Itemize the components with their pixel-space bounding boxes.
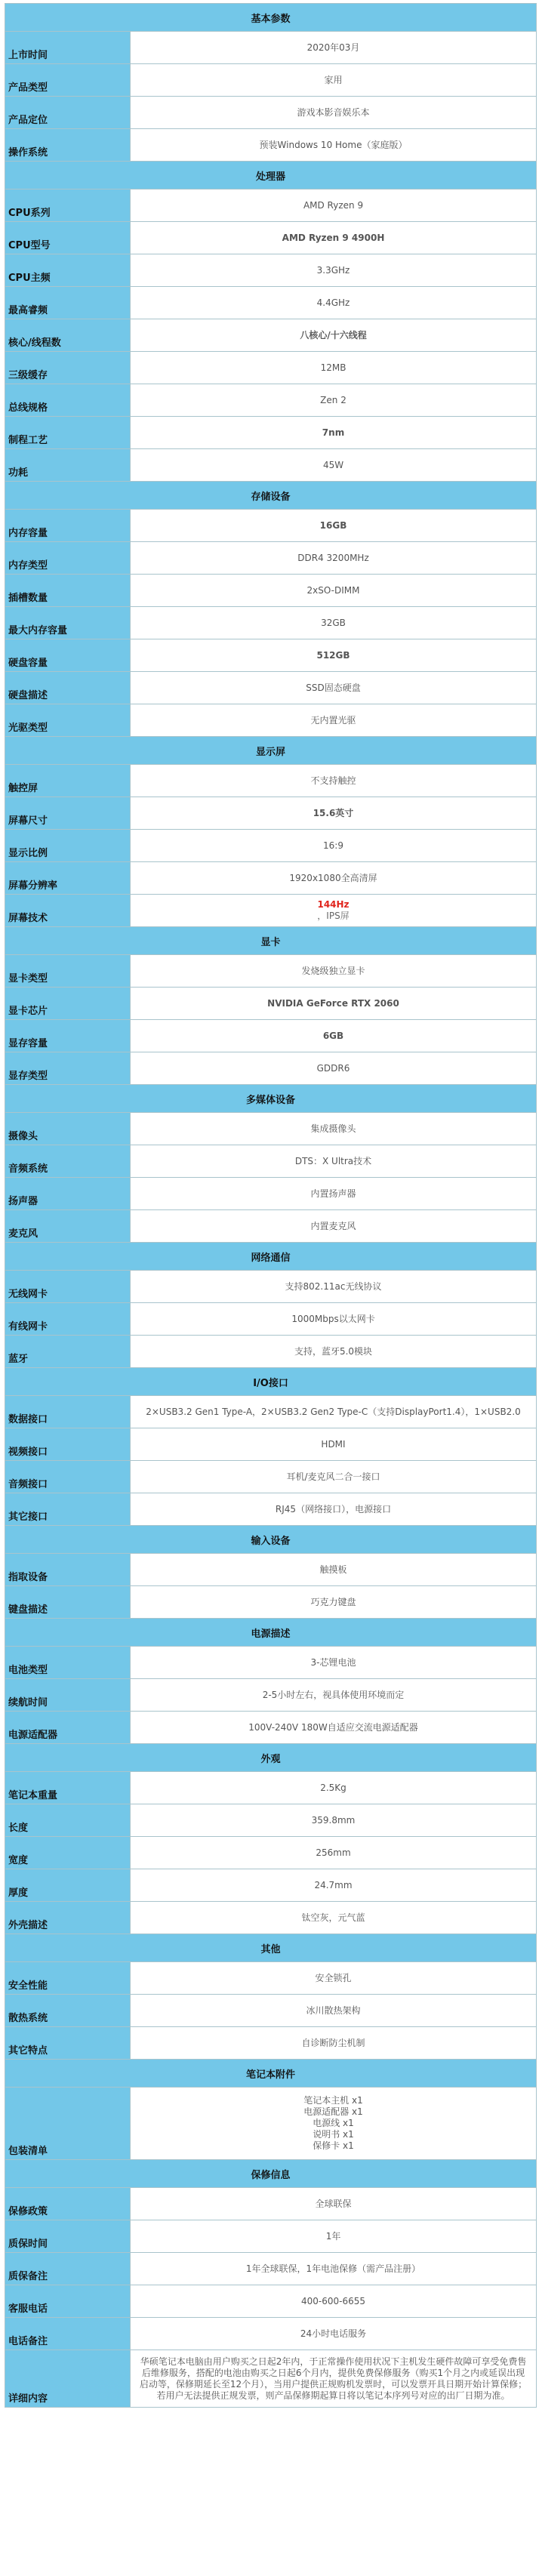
spec-label: 数据接口 xyxy=(5,1396,131,1428)
spec-label: 保修政策 xyxy=(5,2188,131,2220)
spec-label: 屏幕技术 xyxy=(5,895,131,927)
spec-label: 三级缓存 xyxy=(5,352,131,384)
spec-row xyxy=(5,862,537,895)
section-header xyxy=(5,737,537,765)
spec-label: 显卡芯片 xyxy=(5,988,131,1020)
spec-label: 电池类型 xyxy=(5,1647,131,1679)
spec-table xyxy=(5,3,537,2408)
section-title: 显示屏 xyxy=(5,737,537,765)
section-header xyxy=(5,1619,537,1647)
spec-label: 音频系统 xyxy=(5,1145,131,1178)
spec-value: 2020年03月 xyxy=(131,32,537,64)
spec-value: 1年 xyxy=(131,2220,537,2253)
spec-value: 4.4GHz xyxy=(131,287,537,319)
spec-label: 功耗 xyxy=(5,449,131,482)
spec-row xyxy=(5,1647,537,1679)
spec-label: 核心/线程数 xyxy=(5,319,131,352)
spec-label: 触控屏 xyxy=(5,765,131,797)
spec-label: 长度 xyxy=(5,1804,131,1837)
section-title: 存储设备 xyxy=(5,482,537,510)
spec-row xyxy=(5,254,537,287)
spec-row xyxy=(5,97,537,129)
spec-value: 1920x1080全高清屏 xyxy=(131,862,537,895)
spec-row xyxy=(5,2318,537,2350)
spec-row xyxy=(5,1428,537,1461)
spec-row xyxy=(5,352,537,384)
section-title: 其他 xyxy=(5,1934,537,1962)
spec-value: 16GB xyxy=(131,510,537,542)
spec-label: 内存容量 xyxy=(5,510,131,542)
spec-value-line: 笔记本主机 x1 xyxy=(303,2095,363,2106)
spec-row xyxy=(5,1210,537,1243)
spec-label: 宽度 xyxy=(5,1837,131,1869)
spec-value: 支持，蓝牙5.0模块 xyxy=(131,1336,537,1368)
spec-row xyxy=(5,2253,537,2285)
spec-label: 上市时间 xyxy=(5,32,131,64)
spec-value: 耳机/麦克风二合一接口 xyxy=(131,1461,537,1493)
section-header xyxy=(5,4,537,32)
spec-value xyxy=(131,895,537,927)
spec-label: 外壳描述 xyxy=(5,1902,131,1934)
spec-label: 详细内容 xyxy=(5,2350,131,2408)
section-title: 基本参数 xyxy=(5,4,537,32)
spec-label: 光驱类型 xyxy=(5,704,131,737)
section-header xyxy=(5,482,537,510)
spec-row xyxy=(5,1679,537,1712)
spec-value: 触摸板 xyxy=(131,1554,537,1586)
spec-row xyxy=(5,1772,537,1804)
spec-row xyxy=(5,2027,537,2060)
spec-row xyxy=(5,830,537,862)
spec-value: DTS：X Ultra技术 xyxy=(131,1145,537,1178)
spec-label: CPU型号 xyxy=(5,222,131,254)
spec-label: 内存类型 xyxy=(5,542,131,575)
spec-label: 笔记本重量 xyxy=(5,1772,131,1804)
spec-row xyxy=(5,1804,537,1837)
spec-value: 支持802.11ac无线协议 xyxy=(131,1271,537,1303)
spec-row xyxy=(5,765,537,797)
spec-row xyxy=(5,797,537,830)
spec-label: 散热系统 xyxy=(5,1995,131,2027)
spec-row xyxy=(5,1902,537,1934)
spec-label: 其它特点 xyxy=(5,2027,131,2060)
spec-value: 八核心/十六线程 xyxy=(131,319,537,352)
spec-value: 1年全球联保，1年电池保修（需产品注册） xyxy=(131,2253,537,2285)
spec-label: 硬盘描述 xyxy=(5,672,131,704)
spec-label: 显存容量 xyxy=(5,1020,131,1052)
spec-row xyxy=(5,129,537,162)
spec-value-line: 电源适配器 x1 xyxy=(303,2106,363,2117)
spec-row xyxy=(5,1271,537,1303)
spec-label: 质保备注 xyxy=(5,2253,131,2285)
spec-row xyxy=(5,2350,537,2408)
spec-value: 家用 xyxy=(131,64,537,97)
spec-value xyxy=(131,2088,537,2160)
section-header xyxy=(5,1243,537,1271)
spec-value: RJ45（网络接口），电源接口 xyxy=(131,1493,537,1526)
spec-label: 摄像头 xyxy=(5,1113,131,1145)
spec-value: 256mm xyxy=(131,1837,537,1869)
spec-row xyxy=(5,1178,537,1210)
spec-row xyxy=(5,2188,537,2220)
spec-row xyxy=(5,287,537,319)
spec-value: 冰川散热架构 xyxy=(131,1995,537,2027)
spec-value: 24.7mm xyxy=(131,1869,537,1902)
spec-row xyxy=(5,1962,537,1995)
spec-label: 插槽数量 xyxy=(5,575,131,607)
spec-value: 自诊断防尘机制 xyxy=(131,2027,537,2060)
spec-label: 最高睿频 xyxy=(5,287,131,319)
spec-value: 华硕笔记本电脑由用户购买之日起2年内，于正常操作使用状况下主机发生硬件故障可享受免费售后维修服务，搭配的电池由购买之日起6个月内，提供免费保修服务（购买1个月之内或延误出现启动等，保修期延长至12个月），当用户提供正规购机发票时，可以发票开具日期开始计算保修；若用户无法提供正规发票，则产品保修期起算日将以笔记本序列号对应的出厂日期为准。 xyxy=(131,2350,537,2408)
spec-value-line: 保修卡 x1 xyxy=(313,2140,354,2151)
section-header xyxy=(5,927,537,955)
spec-value: 12MB xyxy=(131,352,537,384)
spec-label: 显示比例 xyxy=(5,830,131,862)
section-title: 显卡 xyxy=(5,927,537,955)
spec-row xyxy=(5,704,537,737)
spec-value: 45W xyxy=(131,449,537,482)
spec-row xyxy=(5,32,537,64)
spec-row xyxy=(5,64,537,97)
spec-row xyxy=(5,1052,537,1085)
spec-value: DDR4 3200MHz xyxy=(131,542,537,575)
spec-value: 32GB xyxy=(131,607,537,639)
section-header xyxy=(5,2160,537,2188)
spec-label: 操作系统 xyxy=(5,129,131,162)
spec-row xyxy=(5,895,537,927)
spec-label: 键盘描述 xyxy=(5,1586,131,1619)
section-title: 保修信息 xyxy=(5,2160,537,2188)
spec-value-line: 电源线 x1 xyxy=(313,2118,354,2128)
spec-value: 不支持触控 xyxy=(131,765,537,797)
spec-row xyxy=(5,449,537,482)
spec-value: 359.8mm xyxy=(131,1804,537,1837)
spec-row xyxy=(5,1493,537,1526)
spec-row xyxy=(5,1869,537,1902)
section-title: 电源描述 xyxy=(5,1619,537,1647)
spec-value: 400-600-6655 xyxy=(131,2285,537,2318)
spec-label: 蓝牙 xyxy=(5,1336,131,1368)
spec-row xyxy=(5,1145,537,1178)
spec-row xyxy=(5,510,537,542)
section-header xyxy=(5,1934,537,1962)
section-title: 输入设备 xyxy=(5,1526,537,1554)
spec-label: 续航时间 xyxy=(5,1679,131,1712)
spec-value: 游戏本影音娱乐本 xyxy=(131,97,537,129)
spec-row xyxy=(5,1461,537,1493)
spec-label: 电话备注 xyxy=(5,2318,131,2350)
spec-label: 客服电话 xyxy=(5,2285,131,2318)
spec-value: 100V-240V 180W自适应交流电源适配器 xyxy=(131,1712,537,1744)
spec-row xyxy=(5,2088,537,2160)
spec-row xyxy=(5,639,537,672)
spec-label: 音频接口 xyxy=(5,1461,131,1493)
section-title: I/O接口 xyxy=(5,1368,537,1396)
spec-label: 视频接口 xyxy=(5,1428,131,1461)
spec-value: 16:9 xyxy=(131,830,537,862)
spec-value: 6GB xyxy=(131,1020,537,1052)
spec-label: 总线规格 xyxy=(5,384,131,417)
spec-row xyxy=(5,190,537,222)
spec-value: 巧克力键盘 xyxy=(131,1586,537,1619)
spec-value-line: 说明书 x1 xyxy=(313,2129,354,2140)
spec-row xyxy=(5,1995,537,2027)
section-title: 外观 xyxy=(5,1744,537,1772)
spec-value-line: 144Hz xyxy=(317,899,350,910)
spec-label: 硬盘容量 xyxy=(5,639,131,672)
spec-row xyxy=(5,1303,537,1336)
spec-row xyxy=(5,222,537,254)
spec-value: Zen 2 xyxy=(131,384,537,417)
section-title: 网络通信 xyxy=(5,1243,537,1271)
spec-label: 制程工艺 xyxy=(5,417,131,449)
spec-label: 屏幕尺寸 xyxy=(5,797,131,830)
spec-label: 产品定位 xyxy=(5,97,131,129)
spec-label: 显卡类型 xyxy=(5,955,131,988)
spec-row xyxy=(5,1336,537,1368)
spec-label: 扬声器 xyxy=(5,1178,131,1210)
spec-label: 产品类型 xyxy=(5,64,131,97)
spec-value: 钛空灰，元气蓝 xyxy=(131,1902,537,1934)
spec-value: 集成摄像头 xyxy=(131,1113,537,1145)
spec-label: 包装清单 xyxy=(5,2088,131,2160)
spec-value: 预装Windows 10 Home（家庭版） xyxy=(131,129,537,162)
spec-row xyxy=(5,1020,537,1052)
spec-row xyxy=(5,2285,537,2318)
spec-value: 内置扬声器 xyxy=(131,1178,537,1210)
spec-label: 麦克风 xyxy=(5,1210,131,1243)
spec-row xyxy=(5,1837,537,1869)
spec-value: 7nm xyxy=(131,417,537,449)
spec-value: 内置麦克风 xyxy=(131,1210,537,1243)
spec-label: 最大内存容量 xyxy=(5,607,131,639)
spec-row xyxy=(5,1586,537,1619)
spec-row xyxy=(5,417,537,449)
spec-value: 发烧级独立显卡 xyxy=(131,955,537,988)
section-title: 笔记本附件 xyxy=(5,2060,537,2088)
spec-value: NVIDIA GeForce RTX 2060 xyxy=(131,988,537,1020)
spec-label: 其它接口 xyxy=(5,1493,131,1526)
spec-value: 1000Mbps以太网卡 xyxy=(131,1303,537,1336)
spec-label: 无线网卡 xyxy=(5,1271,131,1303)
section-header xyxy=(5,1368,537,1396)
section-header xyxy=(5,162,537,190)
section-title: 多媒体设备 xyxy=(5,1085,537,1113)
spec-label: 屏幕分辨率 xyxy=(5,862,131,895)
spec-value: 安全锁孔 xyxy=(131,1962,537,1995)
section-header xyxy=(5,2060,537,2088)
spec-value: 2.5Kg xyxy=(131,1772,537,1804)
spec-row xyxy=(5,988,537,1020)
spec-label: 质保时间 xyxy=(5,2220,131,2253)
spec-label: 电源适配器 xyxy=(5,1712,131,1744)
spec-row xyxy=(5,1554,537,1586)
spec-row xyxy=(5,2220,537,2253)
spec-value: 3.3GHz xyxy=(131,254,537,287)
spec-value: GDDR6 xyxy=(131,1052,537,1085)
section-header xyxy=(5,1744,537,1772)
spec-value-line: ，IPS屏 xyxy=(317,911,350,921)
spec-row xyxy=(5,1396,537,1428)
spec-label: CPU主频 xyxy=(5,254,131,287)
spec-value: 3-芯锂电池 xyxy=(131,1647,537,1679)
spec-row xyxy=(5,607,537,639)
spec-value: 2xSO-DIMM xyxy=(131,575,537,607)
spec-label: CPU系列 xyxy=(5,190,131,222)
spec-row xyxy=(5,955,537,988)
section-title: 处理器 xyxy=(5,162,537,190)
spec-value: HDMI xyxy=(131,1428,537,1461)
spec-label: 安全性能 xyxy=(5,1962,131,1995)
section-header xyxy=(5,1526,537,1554)
spec-value: AMD Ryzen 9 4900H xyxy=(131,222,537,254)
spec-row xyxy=(5,1113,537,1145)
spec-value: 512GB xyxy=(131,639,537,672)
spec-value: 15.6英寸 xyxy=(131,797,537,830)
spec-value: 2×USB3.2 Gen1 Type-A，2×USB3.2 Gen2 Type-C（支持DisplayPort1.4），1×USB2.0 xyxy=(131,1396,537,1428)
section-header xyxy=(5,1085,537,1113)
spec-value: 全球联保 xyxy=(131,2188,537,2220)
spec-label: 厚度 xyxy=(5,1869,131,1902)
spec-row xyxy=(5,1712,537,1744)
spec-value: 2-5小时左右，视具体使用环境而定 xyxy=(131,1679,537,1712)
spec-value: 24小时电话服务 xyxy=(131,2318,537,2350)
spec-row xyxy=(5,672,537,704)
spec-value: SSD固态硬盘 xyxy=(131,672,537,704)
spec-row xyxy=(5,575,537,607)
spec-value: 无内置光驱 xyxy=(131,704,537,737)
spec-row xyxy=(5,384,537,417)
spec-row xyxy=(5,319,537,352)
spec-row xyxy=(5,542,537,575)
spec-value: AMD Ryzen 9 xyxy=(131,190,537,222)
spec-label: 有线网卡 xyxy=(5,1303,131,1336)
spec-label: 显存类型 xyxy=(5,1052,131,1085)
spec-label: 指取设备 xyxy=(5,1554,131,1586)
